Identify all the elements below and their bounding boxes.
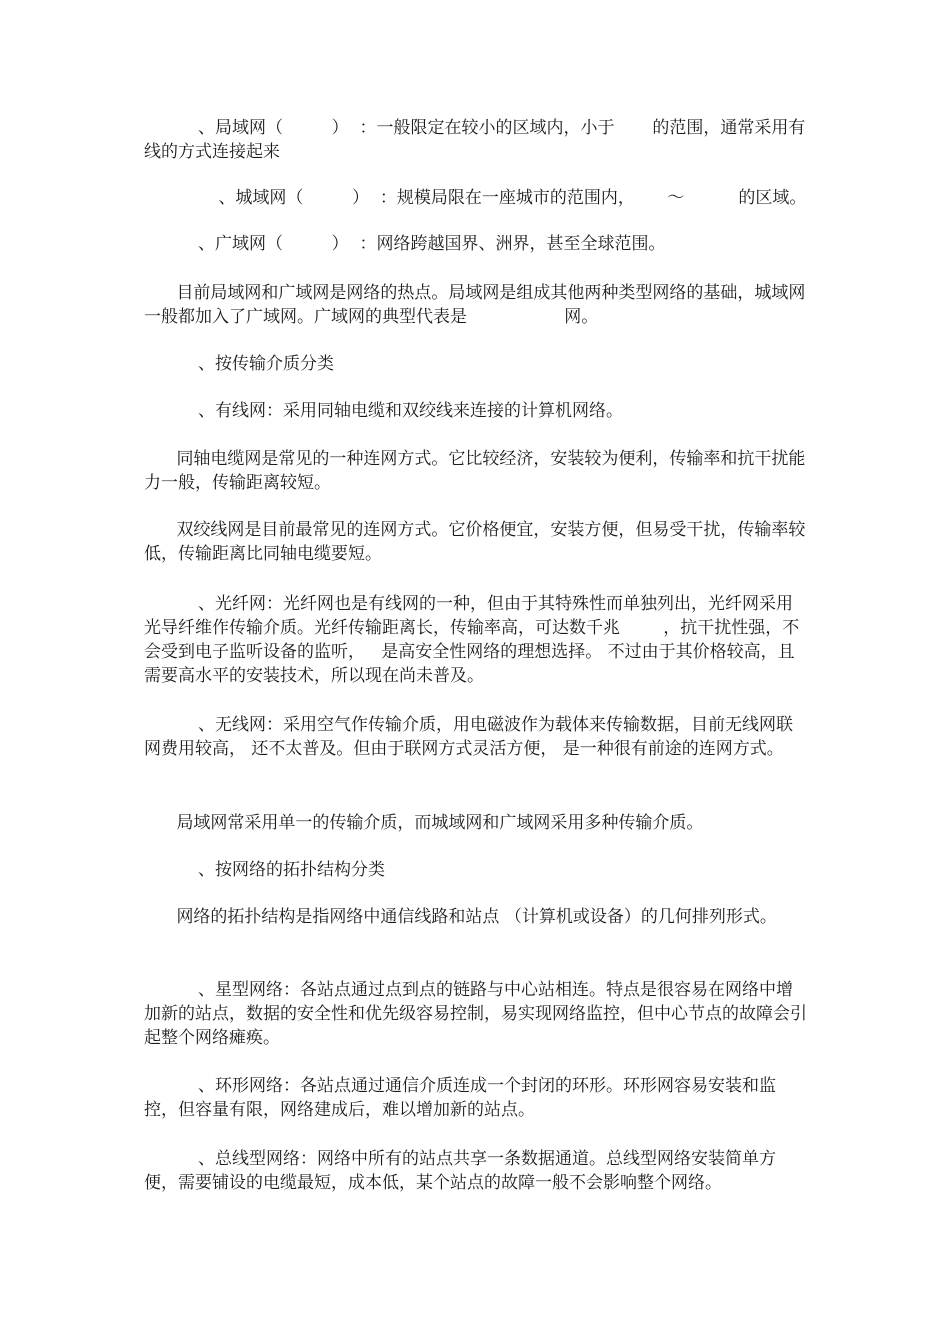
paragraph-medium-summary: 局域网常采用单一的传输介质，而城域网和广域网采用多种传输介质。 — [144, 813, 704, 833]
paragraph-topology-definition: 网络的拓扑结构是指网络中通信线路和站点 （计算机或设备）的几何排列形式。 — [144, 907, 777, 927]
paragraph-lan: 、局域网（ ） ：一般限定在较小的区域内，小于 的范围，通常采用有线的方式连接起来 — [144, 118, 806, 162]
paragraph-wireless-network: 、无线网：采用空气作传输介质，用电磁波作为载体来传输数据，目前无线网联网费用较高， 还不太普及。但由于联网方式灵活方便， 是一种很有前途的连网方式。 — [144, 715, 794, 759]
paragraph-network-hotspot: 目前局域网和广域网是网络的热点。局域网是组成其他两种类型网络的基础，城域网一般都加入了广域网。广域网的典型代表是 网。 — [144, 283, 806, 327]
paragraph-wired-network: 、有线网：采用同轴电缆和双绞线来连接的计算机网络。 — [144, 401, 624, 421]
paragraph-twisted-pair: 双绞线网是目前最常见的连网方式。它价格便宜，安装方便，但易受干扰，传输率较低，传输距离比同轴电缆要短。 — [144, 520, 806, 564]
paragraph-ring-network: 、环形网络：各站点通过通信介质连成一个封闭的环形。环形网容易安装和监控，但容量有限，网络建成后，难以增加新的站点。 — [144, 1076, 777, 1120]
paragraph-wan: 、广域网（ ） ：网络跨越国界、洲界，甚至全球范围。 — [144, 234, 666, 254]
paragraph-man: 、城域网（ ） ：规模局限在一座城市的范围内， ～ 的区域。 — [186, 188, 807, 208]
paragraph-fiber-network: 、光纤网：光纤网也是有线网的一种，但由于其特殊性而单独列出，光纤网采用光导纤维作传输介质。光纤传输距离长，传输率高，可达数千兆 ，抗干扰性强，不会受到电子监听设备的监听， 是高安全性网络的理想选择。 不过由于其价格较高，且需要高水平的安装技术，所以现在尚未普及。 — [144, 594, 800, 686]
paragraph-star-network: 、星型网络：各站点通过点到点的链路与中心站相连。特点是很容易在网络中增加新的站点，数据的安全性和优先级容易控制，易实现网络监控，但中心节点的故障会引起整个网络瘫痪。 — [144, 980, 807, 1048]
heading-by-topology: 、按网络的拓扑结构分类 — [144, 860, 386, 880]
paragraph-coaxial-cable: 同轴电缆网是常见的一种连网方式。它比较经济，安装较为便利，传输率和抗干扰能力一般，传输距离较短。 — [144, 449, 806, 493]
heading-by-transmission-medium: 、按传输介质分类 — [144, 354, 335, 374]
paragraph-bus-network: 、总线型网络：网络中所有的站点共享一条数据通道。总线型网络安装简单方便，需要铺设的电缆最短，成本低，某个站点的故障一般不会影响整个网络。 — [144, 1149, 777, 1193]
